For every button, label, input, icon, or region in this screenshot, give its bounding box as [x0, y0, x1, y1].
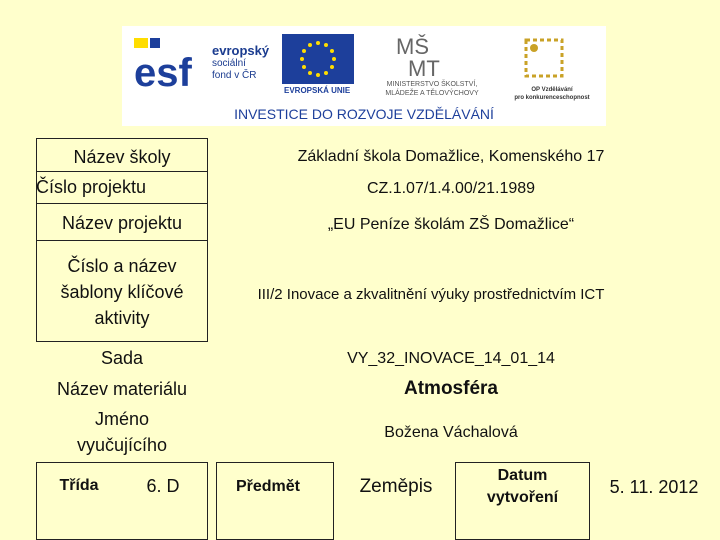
eu-caption: EVROPSKÁ UNIE: [284, 86, 351, 95]
trida-value: 6. D: [146, 475, 180, 496]
datum-label: Datum vytvoření: [486, 467, 559, 506]
vyucujici-value: Božena Váchalová: [384, 424, 518, 441]
sada-label: Sada: [100, 348, 144, 368]
cislo-projektu-value: CZ.1.07/1.4.00/21.1989: [366, 180, 536, 197]
predmet-value: Zeměpis: [359, 476, 433, 497]
nazev-skoly-value: Základní škola Domažlice, Komenského 17: [297, 148, 605, 165]
nazev-projektu-value: „EU Peníze školám ZŠ Domažlice“: [327, 216, 575, 233]
svg-text:esf: esf: [134, 51, 192, 94]
esf-logo-icon: [132, 36, 212, 94]
msmt-logo-icon: [394, 32, 458, 78]
datum-value: 5. 11. 2012: [609, 476, 699, 497]
nazev-projektu-label: Název projektu: [61, 213, 183, 233]
sada-value: VY_32_INOVACE_14_01_14: [347, 350, 555, 367]
eu-flag-icon: [282, 34, 354, 84]
op-caption: OP Vzdělávání pro konkurenceschopnost: [514, 87, 590, 101]
label-divider: [36, 203, 208, 204]
svg-text:MT: MT: [408, 56, 440, 78]
investice-slogan: INVESTICE DO ROZVOJE VZDĚLÁVÁNÍ: [234, 106, 494, 122]
svg-text:MŠ: MŠ: [396, 34, 429, 59]
vyucujici-label: Jméno vyučujícího: [76, 409, 168, 455]
trida-label: Třída: [59, 477, 99, 494]
predmet-label: Předmět: [235, 478, 301, 495]
sablona-value: III/2 Inovace a zkvalitnění výuky prostřednictvím ICT: [257, 286, 605, 303]
logo-banner: [122, 26, 606, 126]
op-logo-icon: [520, 36, 570, 80]
sablona-label: Číslo a název šablony klíčové aktivity: [60, 256, 184, 328]
cislo-projektu-label: Číslo projektu: [36, 177, 147, 197]
material-label: Název materiálu: [56, 379, 188, 399]
esf-caption: evropský sociální fond v ČR: [212, 43, 270, 81]
nazev-skoly-label: Název školy: [73, 147, 171, 167]
label-divider: [36, 240, 208, 241]
material-value: Atmosféra: [404, 378, 498, 399]
msmt-caption: MINISTERSTVO ŠKOLSTVÍ, MLÁDEŽE A TĚLOVÝCHOVY: [385, 81, 479, 97]
